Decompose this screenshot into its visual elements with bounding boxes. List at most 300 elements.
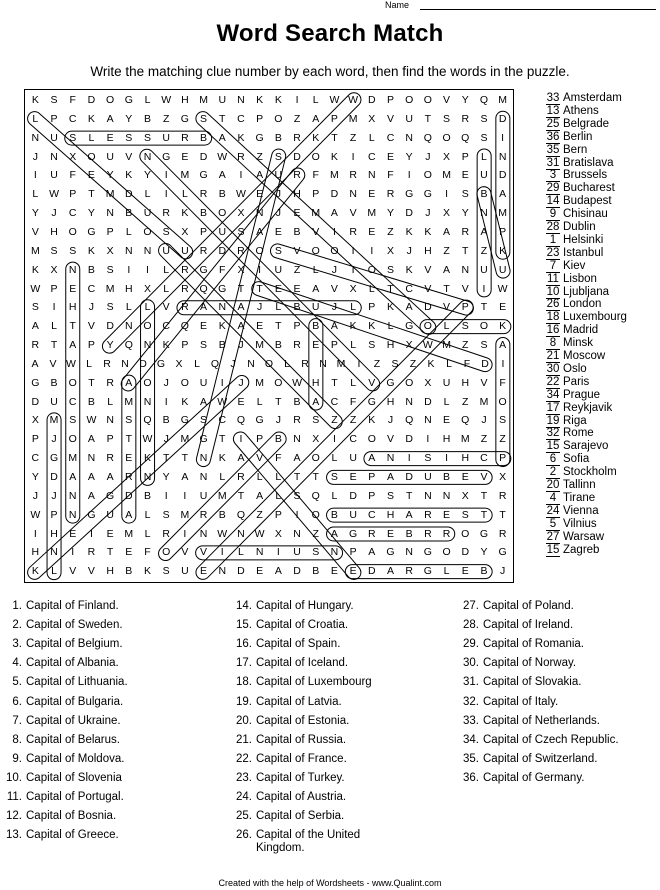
grid-letter: D (405, 433, 413, 446)
clue-item (2, 810, 202, 823)
grid-letter: X (386, 244, 394, 257)
grid-row (26, 336, 512, 354)
grid-letter: E (181, 150, 189, 163)
grid-letter: A (237, 301, 245, 314)
grid-letter: S (461, 320, 469, 333)
word-number[interactable]: 19 (546, 414, 560, 427)
grid-letter: D (405, 471, 413, 483)
grid-letter: O (311, 244, 320, 257)
clue-number: 36. (463, 771, 479, 784)
clue-number: 29. (463, 638, 479, 651)
word-number[interactable]: 20 (546, 479, 560, 491)
grid-letter: L (238, 546, 244, 559)
grid-letter: R (498, 527, 507, 540)
grid-letter: J (425, 150, 431, 163)
grid-letter: M (498, 207, 508, 220)
word-number[interactable]: 36 (546, 130, 560, 143)
grid-letter: I (407, 169, 411, 182)
grid-letter: U (50, 131, 58, 144)
word-number[interactable]: 17 (546, 401, 560, 414)
grid-letter: E (312, 339, 320, 352)
grid-letter: L (275, 489, 282, 502)
footer-credit: Created with the help of Wordsheets - www.Qualint.com (218, 878, 442, 888)
grid-letter: E (106, 527, 114, 540)
word-text: Riga (563, 414, 587, 427)
grid-letter: E (368, 225, 376, 238)
word-number[interactable]: 24 (546, 504, 560, 517)
word-list-item (546, 324, 598, 337)
grid-letter: A (87, 489, 95, 502)
grid-letter: I (332, 433, 336, 446)
grid-letter: G (199, 433, 208, 446)
grid-letter: G (255, 131, 264, 144)
grid-letter: Q (405, 414, 414, 427)
grid-letter: K (218, 320, 226, 333)
clue-text: Capital of Bosnia. (26, 810, 117, 823)
grid-letter: U (50, 395, 58, 408)
grid-letter: N (255, 546, 264, 559)
grid-letter: L (144, 94, 151, 106)
clue-item (2, 772, 202, 785)
word-number[interactable]: 30 (546, 362, 560, 375)
grid-letter: N (293, 527, 301, 540)
word-number[interactable]: 35 (546, 143, 560, 156)
word-number[interactable]: 16 (546, 324, 560, 337)
grid-letter: I (164, 395, 168, 408)
word-number[interactable]: 34 (546, 388, 560, 401)
grid-letter: L (32, 188, 39, 201)
grid-letter: O (106, 94, 115, 106)
word-text: Ljubljana (563, 285, 610, 298)
word-number[interactable]: 26 (546, 298, 560, 311)
clue-item (232, 791, 452, 804)
grid-letter: Z (373, 357, 381, 370)
word-number[interactable]: 23 (546, 246, 560, 259)
grid-letter: I (164, 489, 168, 502)
grid-row (26, 110, 512, 128)
grid-letter: L (194, 357, 200, 370)
grid-letter: A (256, 489, 264, 502)
grid-letter: S (391, 357, 399, 370)
grid-letter: R (386, 188, 395, 201)
grid-letter: R (461, 112, 470, 125)
word-list-item (546, 234, 603, 247)
word-number[interactable]: 31 (546, 156, 560, 169)
grid-letter: P (106, 433, 114, 446)
grid-letter: G (156, 357, 166, 370)
grid-row (26, 374, 512, 392)
word-text: Tirane (563, 491, 596, 504)
grid-letter: O (143, 225, 152, 238)
word-number[interactable]: 18 (546, 311, 560, 324)
grid-letter: N (319, 357, 327, 370)
grid-letter: H (386, 339, 395, 352)
word-list-item (546, 505, 599, 518)
grid-row (26, 525, 512, 543)
grid-letter: B (200, 207, 208, 220)
clue-number: 9. (12, 752, 22, 765)
grid-letter: Y (480, 546, 488, 559)
clue-text: Capital of Bulgaria. (26, 695, 124, 708)
grid-letter: Y (461, 94, 469, 106)
grid-letter: P (293, 320, 301, 333)
grid-letter: M (180, 433, 190, 446)
grid-letter: K (87, 112, 95, 125)
grid-letter: A (125, 508, 133, 521)
grid-letter: Y (405, 150, 413, 163)
grid-letter: R (237, 150, 245, 163)
puzzle-grid (26, 91, 512, 581)
grid-letter: V (443, 94, 451, 106)
grid-letter: S (200, 112, 208, 125)
word-number[interactable]: 1 (546, 235, 560, 247)
grid-letter: L (350, 301, 357, 314)
grid-letter: O (442, 546, 451, 559)
grid-letter: L (443, 395, 450, 408)
word-number[interactable]: 5 (546, 519, 560, 531)
grid-letter: T (331, 376, 338, 389)
word-list-item (546, 363, 587, 376)
grid-letter: E (125, 546, 133, 559)
grid-letter: S (162, 508, 170, 521)
word-list-item (546, 195, 612, 208)
grid-letter: P (256, 112, 264, 125)
grid-letter: K (405, 263, 413, 276)
grid-letter: B (218, 188, 226, 201)
grid-letter: N (68, 263, 77, 276)
grid-letter: Z (480, 244, 488, 257)
grid-letter: E (293, 207, 301, 220)
grid-letter: N (199, 471, 208, 483)
clue-number: 21. (236, 733, 252, 746)
clue-text: Capital of Finland. (26, 600, 119, 612)
word-number[interactable]: 10 (546, 285, 560, 298)
word-number[interactable]: 7 (546, 261, 560, 273)
grid-letter: A (499, 339, 507, 352)
grid-letter: I (220, 546, 224, 559)
clue-text: Capital of Ukraine. (26, 714, 121, 727)
grid-letter: N (68, 489, 77, 502)
clue-number: 26. (236, 829, 252, 842)
grid-letter: L (144, 301, 151, 314)
grid-letter: B (293, 395, 301, 408)
grid-letter: Q (311, 489, 320, 502)
grid-letter: A (368, 546, 376, 559)
grid-letter: I (482, 282, 486, 295)
grid-letter: F (275, 452, 282, 465)
grid-letter: Z (256, 508, 263, 521)
grid-letter: D (87, 94, 96, 106)
word-number[interactable]: 15 (546, 440, 560, 453)
clue-number: 4. (12, 657, 22, 670)
grid-letter: M (105, 188, 115, 201)
word-number[interactable]: 13 (546, 104, 560, 117)
grid-letter: B (200, 131, 208, 144)
word-list-item (546, 350, 605, 363)
grid-letter: J (51, 433, 57, 446)
grid-letter: I (351, 263, 355, 276)
grid-letter: K (218, 452, 226, 465)
grid-letter: Z (462, 339, 469, 352)
clue-item (459, 638, 659, 651)
grid-letter: L (368, 131, 375, 144)
grid-letter: T (275, 395, 282, 408)
word-list-item (546, 273, 597, 286)
grid-letter: I (239, 169, 243, 182)
grid-letter: X (106, 244, 114, 257)
clue-item (459, 772, 659, 785)
word-list-item (546, 118, 609, 131)
grid-letter: W (66, 357, 76, 370)
grid-letter: R (293, 131, 301, 144)
grid-letter: K (143, 565, 151, 578)
grid-letter: I (258, 263, 262, 276)
grid-letter: O (498, 395, 507, 408)
grid-letter: Q (236, 414, 246, 427)
grid-letter: L (86, 357, 92, 370)
grid-letter: D (498, 169, 507, 182)
grid-letter: Z (293, 112, 301, 125)
grid-letter: J (406, 244, 412, 257)
grid-letter: B (87, 395, 95, 408)
clue-number: 16. (236, 638, 252, 651)
grid-letter: K (125, 169, 133, 182)
grid-letter: Q (423, 131, 432, 144)
grid-letter: O (162, 546, 171, 559)
grid-letter: K (181, 207, 189, 220)
clue-number: 5. (12, 676, 22, 689)
grid-letter: J (32, 489, 38, 502)
grid-letter: N (386, 452, 395, 465)
grid-letter: O (461, 527, 470, 540)
clue-item (2, 619, 202, 632)
grid-letter: V (480, 471, 488, 483)
grid-letter: T (88, 376, 95, 389)
word-text: Berlin (563, 130, 593, 143)
grid-letter: M (124, 527, 134, 540)
grid-letter: D (349, 489, 357, 502)
grid-letter: L (481, 150, 487, 163)
grid-letter: P (274, 508, 282, 521)
grid-letter: O (423, 320, 432, 333)
grid-letter: U (181, 565, 189, 578)
clue-text: Capital of Moldova. (26, 752, 125, 765)
grid-letter: N (247, 357, 255, 370)
grid-letter: H (461, 376, 470, 389)
grid-row (26, 223, 512, 241)
grid-row (26, 129, 512, 147)
clue-number: 32. (463, 695, 479, 708)
grid-letter: P (349, 546, 357, 559)
grid-letter: R (103, 357, 111, 370)
grid-letter: N (330, 546, 339, 559)
grid-letter: O (405, 94, 414, 106)
grid-letter: K (499, 244, 507, 257)
grid-letter: N (237, 527, 245, 540)
grid-letter: G (405, 188, 414, 201)
grid-letter: Q (199, 282, 208, 295)
grid-letter: B (312, 565, 320, 578)
grid-letter: U (143, 207, 152, 220)
grid-letter: L (88, 131, 95, 144)
grid-letter: O (143, 376, 152, 389)
grid-letter: N (50, 546, 58, 559)
grid-letter: O (405, 376, 414, 389)
grid-letter: D (481, 357, 489, 370)
grid-letter: A (330, 527, 338, 540)
grid-letter: I (220, 376, 224, 389)
grid-letter: L (219, 471, 226, 483)
grid-letter: H (125, 282, 133, 295)
grid-letter: T (50, 339, 58, 352)
clue-item (459, 657, 659, 670)
grid-letter: M (336, 357, 346, 370)
word-number[interactable]: 22 (546, 375, 560, 388)
grid-row (26, 280, 512, 298)
word-number[interactable]: 11 (547, 272, 559, 285)
grid-letter: I (295, 94, 299, 106)
grid-row (26, 148, 512, 166)
clue-item (2, 715, 202, 728)
grid-letter: U (199, 489, 208, 502)
grid-letter: K (312, 131, 320, 144)
clue-item (2, 600, 202, 613)
grid-letter: N (125, 320, 133, 333)
grid-letter: X (31, 414, 39, 427)
grid-letter: L (163, 282, 170, 295)
grid-letter: I (89, 527, 93, 540)
grid-letter: F (312, 169, 319, 182)
grid-letter: D (368, 94, 376, 106)
word-list-item (546, 298, 601, 311)
word-number[interactable]: 15 (546, 543, 560, 556)
grid-letter: E (443, 508, 451, 521)
grid-letter: G (162, 150, 171, 163)
clue-item (232, 734, 452, 747)
word-number[interactable]: 9 (546, 209, 560, 221)
clue-item (459, 715, 659, 728)
clue-text: Capital of Hungary. (256, 600, 354, 612)
grid-letter: X (274, 527, 282, 540)
grid-letter: G (423, 546, 432, 559)
grid-letter: D (293, 565, 301, 578)
grid-letter: O (68, 376, 77, 389)
grid-letter: L (275, 471, 282, 483)
word-number[interactable]: 29 (546, 182, 560, 195)
word-number[interactable]: 33 (546, 92, 560, 104)
grid-letter: L (284, 357, 290, 370)
word-number[interactable]: 28 (546, 221, 560, 233)
clue-number: 19. (236, 695, 252, 708)
clue-text: Capital of Belarus. (26, 733, 120, 746)
grid-letter: M (255, 376, 265, 389)
word-number[interactable]: 21 (546, 350, 560, 362)
word-number[interactable]: 27 (546, 530, 560, 543)
grid-letter: N (424, 489, 432, 502)
grid-letter: N (498, 150, 507, 163)
grid-letter: E (499, 301, 507, 314)
word-number[interactable]: 8 (546, 338, 560, 350)
word-number[interactable]: 32 (546, 427, 560, 440)
instructions: Write the matching clue number by each word, then find the words in the puzzle. (90, 64, 570, 79)
word-number[interactable]: 4 (546, 493, 560, 505)
grid-letter: X (69, 150, 77, 163)
grid-letter: A (386, 471, 394, 483)
grid-letter: E (125, 452, 133, 465)
grid-letter: P (256, 433, 264, 446)
grid-letter: N (349, 188, 357, 201)
grid-letter: S (330, 471, 338, 483)
grid-letter: K (499, 320, 507, 333)
grid-letter: U (218, 94, 227, 106)
word-text: Paris (563, 375, 590, 388)
clue-item (459, 734, 659, 747)
grid-letter: T (275, 320, 282, 333)
grid-letter: R (181, 282, 189, 295)
grid-letter: J (275, 207, 281, 220)
grid-letter: G (87, 508, 96, 521)
grid-letter: N (237, 94, 245, 106)
grid-letter: D (50, 471, 58, 483)
word-text: Bern (563, 143, 588, 156)
grid-letter: F (69, 169, 76, 182)
grid-letter: E (69, 282, 77, 295)
grid-letter: R (181, 131, 189, 144)
grid-letter: A (274, 565, 282, 578)
grid-letter: N (143, 244, 152, 257)
grid-letter: W (217, 395, 228, 408)
grid-letter: T (88, 188, 95, 201)
clue-number: 1. (12, 600, 22, 612)
grid-letter: T (331, 131, 338, 144)
grid-letter: J (387, 414, 394, 427)
grid-letter: G (498, 546, 507, 559)
grid-letter: M (311, 207, 321, 220)
grid-letter: K (162, 339, 170, 352)
word-list-item (546, 144, 587, 157)
grid-letter: I (164, 188, 168, 201)
grid-letter: A (218, 169, 226, 182)
word-number[interactable]: 25 (546, 117, 560, 130)
grid-letter: B (312, 320, 320, 333)
word-number[interactable]: 14 (546, 195, 560, 208)
grid-letter: Q (124, 339, 133, 352)
grid-letter: W (142, 433, 153, 446)
grid-letter: X (443, 150, 451, 163)
grid-letter: G (180, 112, 189, 125)
grid-letter: K (274, 94, 282, 106)
grid-letter: I (52, 301, 56, 314)
word-text: Chisinau (563, 208, 608, 221)
clue-number: 31. (463, 676, 479, 689)
grid-letter: B (405, 527, 413, 540)
clue-text: Capital of Greece. (26, 829, 119, 842)
grid-letter: I (276, 546, 280, 559)
grid-letter: P (50, 112, 58, 125)
grid-letter: T (405, 489, 413, 502)
word-list-item (546, 157, 614, 170)
name-label: Name (385, 0, 410, 10)
word-number[interactable]: 6 (546, 454, 560, 466)
grid-letter: D (125, 188, 133, 201)
grid-letter: A (87, 433, 95, 446)
word-list-item (546, 92, 622, 105)
word-number[interactable]: 3 (546, 170, 560, 182)
word-number[interactable]: 2 (546, 467, 560, 479)
grid-letter: L (312, 263, 319, 276)
grid-letter: F (69, 94, 76, 106)
grid-letter: V (424, 263, 432, 276)
